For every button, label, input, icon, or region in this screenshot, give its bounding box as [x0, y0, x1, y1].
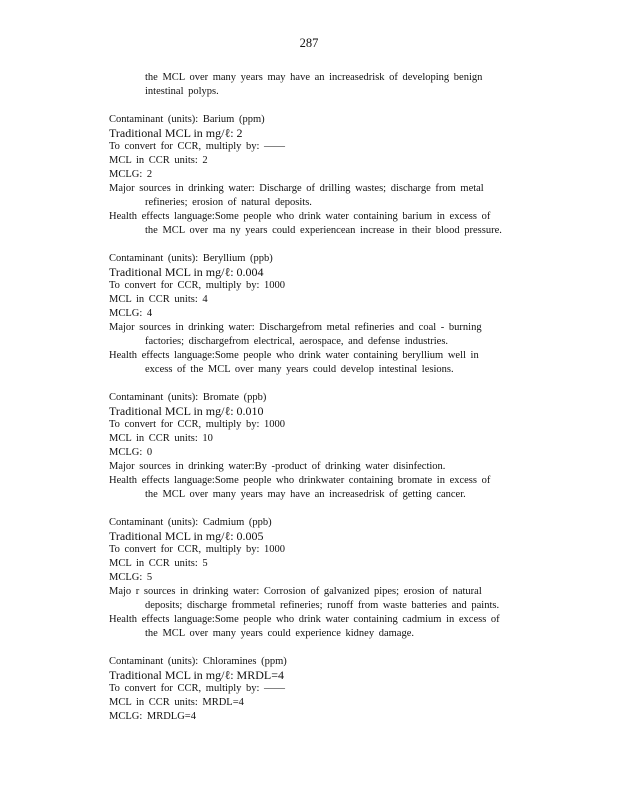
page-number: 287 — [299, 36, 319, 50]
health-line: excess of the MCL over many years could develop intestinal lesions. — [145, 364, 454, 375]
contaminant-line: Contaminant (units): Beryllium (ppb) — [109, 253, 273, 264]
health-line: Health effects language:Some people who drink water containing cadmium in excess of — [109, 614, 500, 625]
contaminant-entry — [109, 391, 549, 502]
sources-line: deposits; discharge frommetal refineries; runoff from waste batteries and paints. — [145, 600, 500, 611]
traditional-mcl: Traditional MCL in mg/ℓ: MRDL=4 — [109, 668, 284, 682]
contaminant-entry — [109, 655, 549, 724]
sources-line: refineries; erosion of natural deposits. — [145, 197, 312, 208]
intro-line: intestinal polyps. — [145, 86, 219, 97]
mclg-line: MCLG: 4 — [109, 308, 153, 319]
mclg-line: MCLG: 2 — [109, 169, 153, 180]
contaminant-line: Contaminant (units): Bromate (ppb) — [109, 392, 267, 403]
health-line: the MCL over many years may have an increasedrisk of getting cancer. — [145, 489, 466, 500]
mclg-line: MCLG: 5 — [109, 572, 153, 583]
health-line: Health effects language:Some people who drink water containing beryllium well in — [109, 350, 479, 361]
convert-line: To convert for CCR, multiply by: 1000 — [109, 280, 286, 291]
intro-line: the MCL over many years may have an increasedrisk of developing benign — [145, 72, 483, 83]
health-line: Health effects language:Some people who drink water containing barium in excess of — [109, 211, 491, 222]
mcl-ccr-line: MCL in CCR units: MRDL=4 — [109, 697, 244, 708]
mclg-line: MCLG: MRDLG=4 — [109, 711, 196, 722]
document-body — [109, 71, 549, 724]
contaminant-entry — [109, 252, 549, 377]
contaminant-entry — [109, 113, 549, 238]
convert-line: To convert for CCR, multiply by: 1000 — [109, 544, 286, 555]
convert-line: To convert for CCR, multiply by: —— — [109, 683, 286, 694]
health-line: Health effects language:Some people who drinkwater containing bromate in excess of — [109, 475, 491, 486]
contaminant-line: Contaminant (units): Chloramines (ppm) — [109, 656, 287, 667]
mclg-line: MCLG: 0 — [109, 447, 153, 458]
sources-line: Major sources in drinking water: Discharge of drilling wastes; discharge from metal — [109, 183, 484, 194]
health-line: the MCL over many years could experience kidney damage. — [145, 628, 414, 639]
mcl-ccr-line: MCL in CCR units: 2 — [109, 155, 208, 166]
traditional-mcl: Traditional MCL in mg/ℓ: 2 — [109, 126, 243, 140]
traditional-mcl: Traditional MCL in mg/ℓ: 0.010 — [109, 404, 264, 418]
convert-line: To convert for CCR, multiply by: 1000 — [109, 419, 286, 430]
mcl-ccr-line: MCL in CCR units: 5 — [109, 558, 208, 569]
sources-line: Majo r sources in drinking water: Corrosion of galvanized pipes; erosion of natural — [109, 586, 482, 597]
contaminant-entry — [109, 516, 549, 641]
mcl-ccr-line: MCL in CCR units: 4 — [109, 294, 208, 305]
convert-line: To convert for CCR, multiply by: —— — [109, 141, 286, 152]
contaminant-line: Contaminant (units): Barium (ppm) — [109, 114, 265, 125]
traditional-mcl: Traditional MCL in mg/ℓ: 0.005 — [109, 529, 264, 543]
traditional-mcl: Traditional MCL in mg/ℓ: 0.004 — [109, 265, 264, 279]
health-line: the MCL over ma ny years could experiencean increase in their blood pressure. — [145, 225, 502, 236]
contaminant-line: Contaminant (units): Cadmium (ppb) — [109, 517, 272, 528]
sources-line: Major sources in drinking water:By -product of drinking water disinfection. — [109, 461, 446, 472]
mcl-ccr-line: MCL in CCR units: 10 — [109, 433, 213, 444]
sources-line: Major sources in drinking water: Dischargefrom metal refineries and coal - burning — [109, 322, 482, 333]
sources-line: factories; dischargefrom electrical, aerospace, and defense industries. — [145, 336, 449, 347]
